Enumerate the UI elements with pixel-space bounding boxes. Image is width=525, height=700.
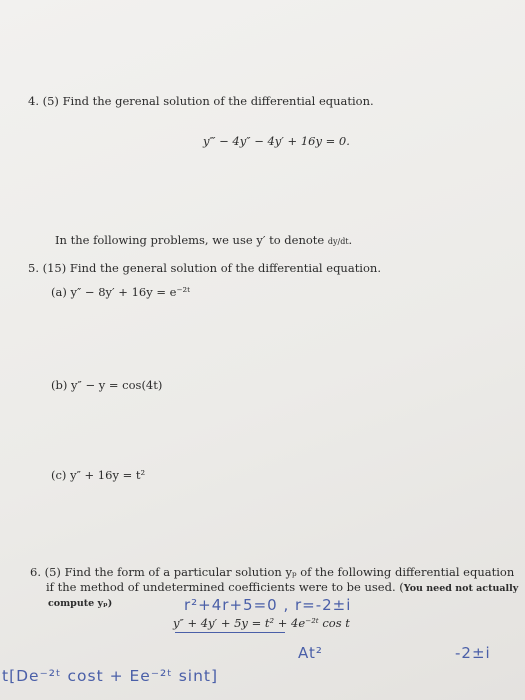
notation-note-end: . [348, 233, 353, 247]
problem-6-line-2-note: You need not actually [403, 583, 519, 594]
problem-6-line-3: compute yₚ) [48, 598, 113, 609]
problem-6-equation: y″ + 4y′ + 5y = t² + 4e⁻²ᵗ cos t [173, 616, 350, 630]
problem-4-equation: y‴ − 4y″ − 4y′ + 16y = 0. [203, 134, 350, 148]
problem-4-header: 4. (5) Find the gerenal solution of the differential equation. [28, 94, 374, 108]
notation-note-text: In the following problems, we use y′ to denote [55, 233, 325, 247]
problem-5b: (b) y″ − y = cos(4t) [51, 378, 163, 392]
problem-6-line-2 [46, 580, 518, 594]
notation-note-fraction: dy/dt [327, 237, 349, 246]
handwritten-root-note: -2±i [455, 644, 491, 662]
notation-note [55, 233, 352, 247]
problem-5a: (a) y″ − 8y′ + 16y = e⁻²ᵗ [51, 285, 190, 299]
problem-5-header: 5. (15) Find the general solution of the differential equation. [28, 261, 381, 275]
problem-6-line-1: 6. (5) Find the form of a particular solution yₚ of the following differential equation [30, 565, 515, 579]
handwritten-particular-form: t[De⁻²ᵗ cost + Ee⁻²ᵗ sint] [2, 667, 219, 685]
handwritten-underline [175, 632, 285, 633]
problem-5c: (c) y″ + 16y = t² [51, 468, 146, 482]
problem-6-line-2-text: if the method of undetermined coefficients were to be used. ( [46, 580, 404, 594]
handwritten-polynomial-guess: At² [298, 644, 323, 662]
handwritten-characteristic-equation: r²+4r+5=0 , r=-2±i [184, 596, 352, 614]
